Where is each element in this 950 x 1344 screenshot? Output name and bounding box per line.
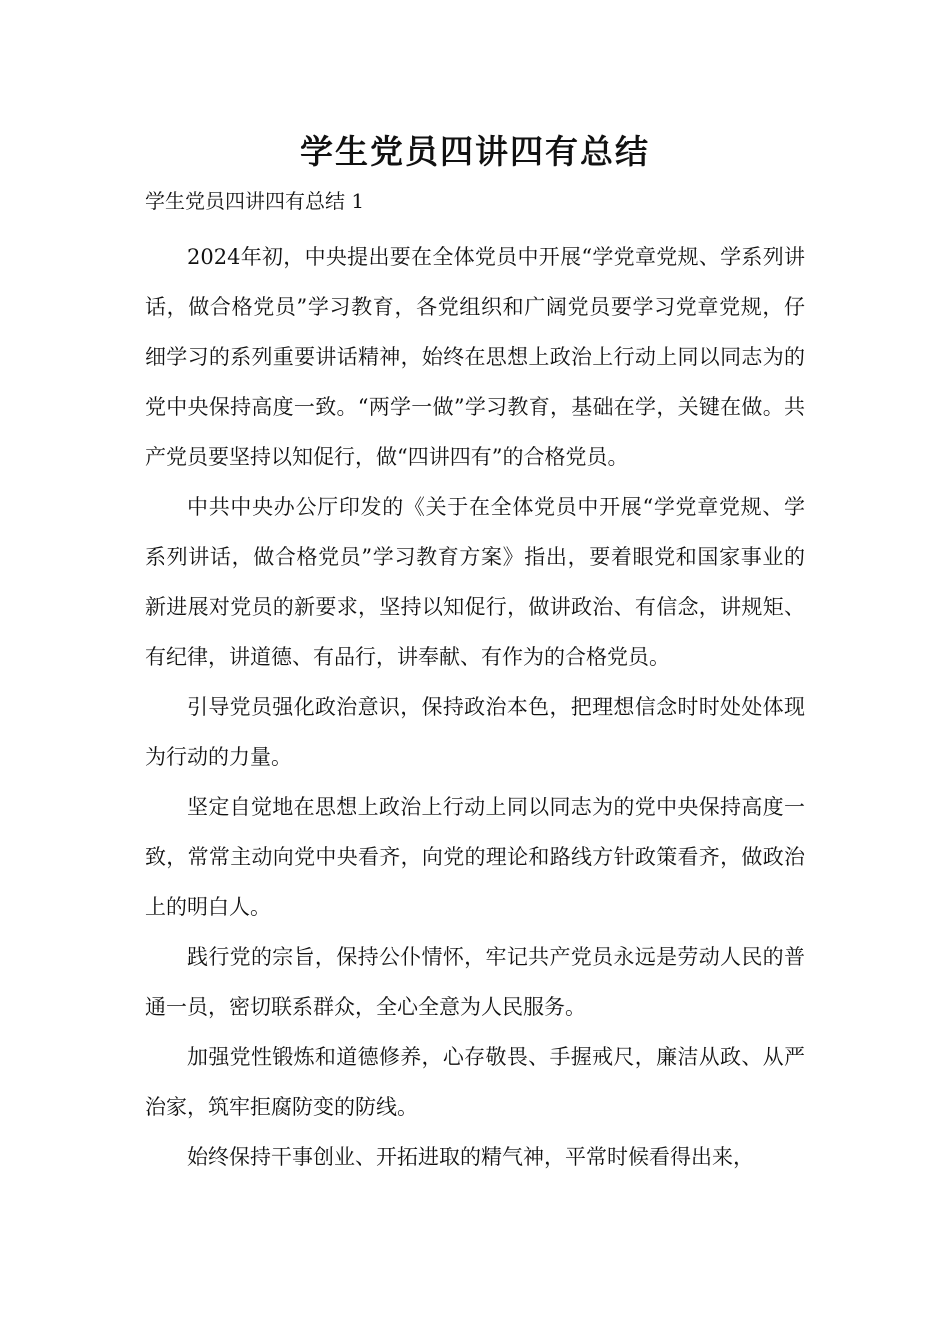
document-subtitle: 学生党员四讲四有总结 1 xyxy=(145,189,365,213)
paragraph-7: 始终保持干事创业、开拓进取的精气神，平常时候看得出来， xyxy=(187,1145,754,1169)
paragraph-4: 坚定自觉地在思想上政治上行动上同以同志为的党中央保持高度一致，常常主动向党中央看齐，向党的理论和路线方针政策看齐，做政治上的明白人。 xyxy=(145,795,805,919)
paragraph-2: 中共中央办公厅印发的《关于在全体党员中开展“学党章党规、学系列讲话，做合格党员”学习教育方案》指出，要着眼党和国家事业的新进展对党员的新要求，坚持以知促行，做讲政治、有信念，讲规矩、有纪律，讲道德、有品行，讲奉献、有作为的合格党员。 xyxy=(145,495,805,669)
paragraph-6: 加强党性锻炼和道德修养，心存敬畏、手握戒尺，廉洁从政、从严治家，筑牢拒腐防变的防线。 xyxy=(145,1045,805,1119)
paragraph-1: 2024年初，中央提出要在全体党员中开展“学党章党规、学系列讲话，做合格党员”学习教育，各党组织和广阔党员要学习党章党规，仔细学习的系列重要讲话精神，始终在思想上政治上行动上同以同志为的党中央保持高度一致。“两学一做”学习教育，基础在学，关键在做。共产党员要坚持以知促行，做“四讲四有”的合格党员。 xyxy=(145,245,805,469)
paragraph-5: 践行党的宗旨，保持公仆情怀，牢记共产党员永远是劳动人民的普通一员，密切联系群众，全心全意为人民服务。 xyxy=(145,945,805,1019)
document-title: 学生党员四讲四有总结 xyxy=(300,132,650,171)
paragraph-3: 引导党员强化政治意识，保持政治本色，把理想信念时时处处体现为行动的力量。 xyxy=(145,695,805,769)
document-body xyxy=(145,232,805,1182)
